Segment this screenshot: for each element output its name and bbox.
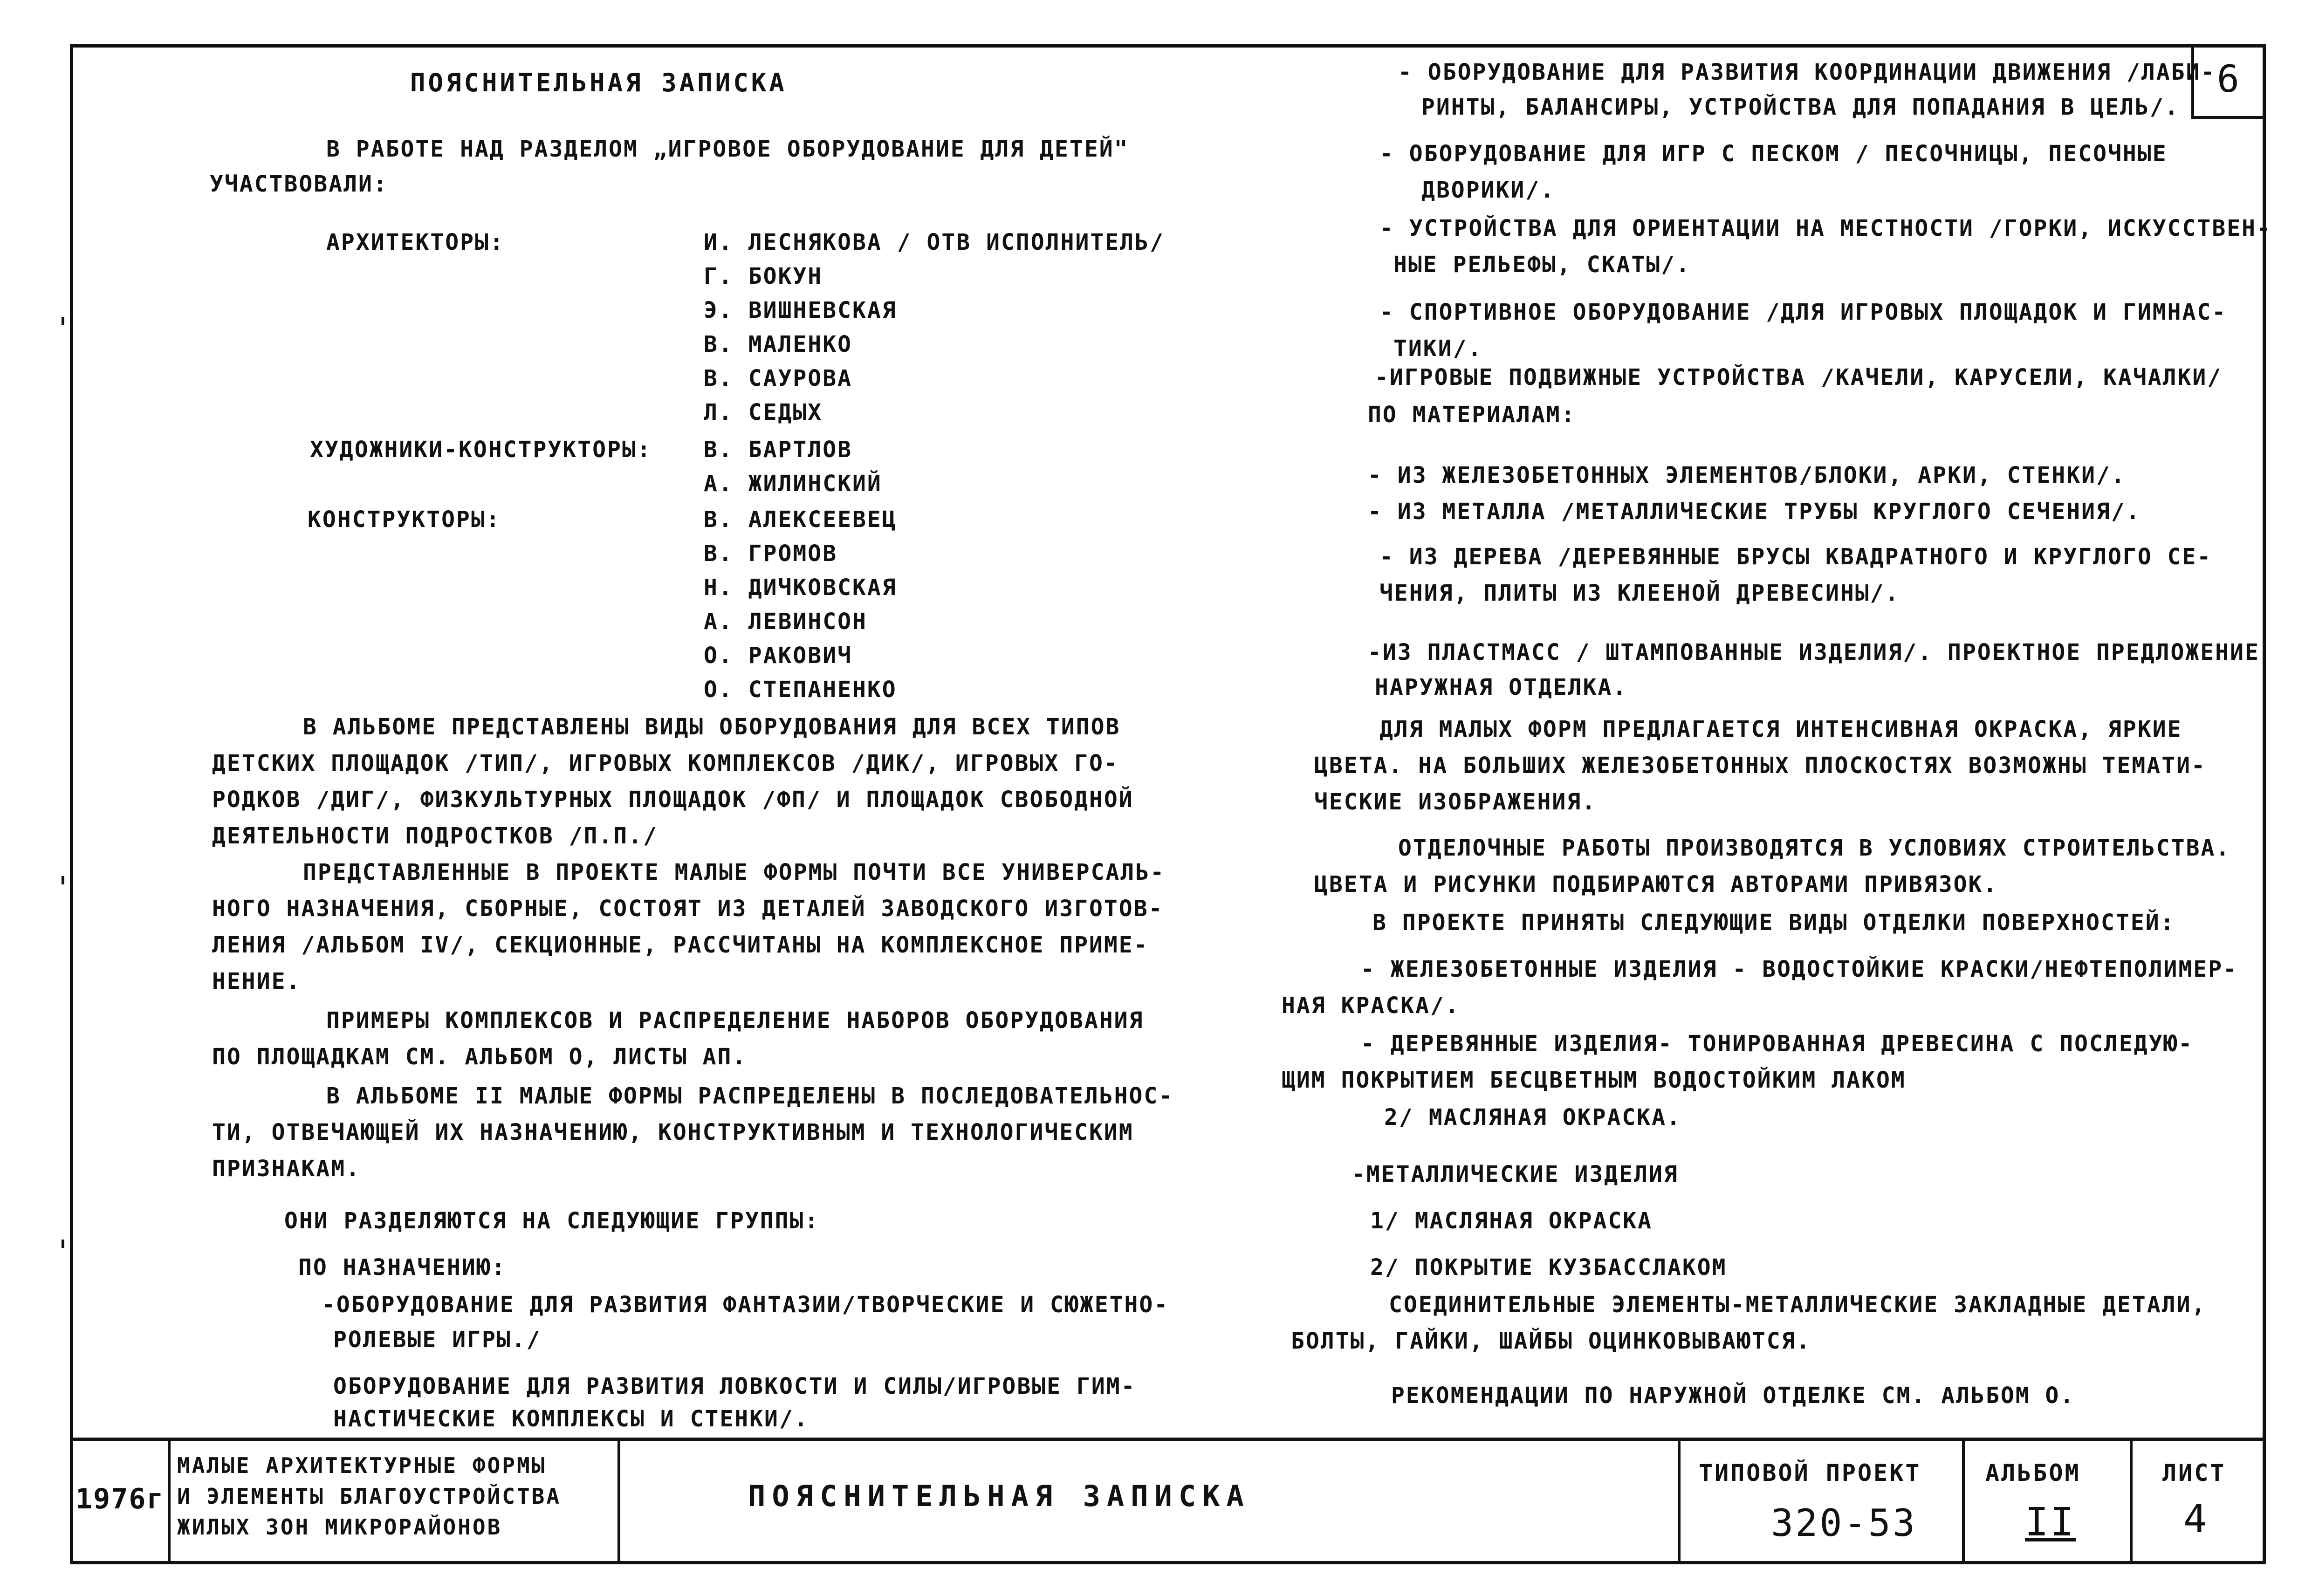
page-title: ПОЯСНИТЕЛЬНАЯ ЗАПИСКА [410, 68, 787, 97]
list-item-line: 2/ ПОКРЫТИЕ КУЗБАССЛАКОМ [1370, 1254, 1727, 1281]
paragraph-line: ПРЕДСТАВЛЕННЫЕ В ПРОЕКТЕ МАЛЫЕ ФОРМЫ ПОЧТИ ВСЕ УНИВЕРСАЛЬ- [303, 859, 1166, 885]
section-heading: -МЕТАЛЛИЧЕСКИЕ ИЗДЕЛИЯ [1352, 1161, 1679, 1187]
person-name: В. БАРТЛОВ [704, 437, 852, 463]
paragraph-line: ПРИЗНАКАМ. [212, 1156, 361, 1182]
role-label: КОНСТРУКТОРЫ: [308, 507, 501, 533]
section-label: ПО МАТЕРИАЛАМ: [1368, 402, 1576, 428]
list-item-line: - СПОРТИВНОЕ ОБОРУДОВАНИЕ /ДЛЯ ИГРОВЫХ ПЛОЩАДОК И ГИМНАС- [1379, 299, 2227, 325]
intro-line: УЧАСТВОВАЛИ: [210, 171, 388, 197]
list-item-line: ОБОРУДОВАНИЕ ДЛЯ РАЗВИТИЯ ЛОВКОСТИ И СИЛЫ/ИГРОВЫЕ ГИМ- [333, 1373, 1136, 1399]
person-name: Н. ДИЧКОВСКАЯ [704, 575, 897, 601]
binding-mark [62, 1240, 73, 1248]
person-name: В. МАЛЕНКО [704, 331, 852, 357]
binding-mark [62, 876, 73, 884]
list-item-line: - ИЗ ЖЕЛЕЗОБЕТОННЫХ ЭЛЕМЕНТОВ/БЛОКИ, АРКИ, СТЕНКИ/. [1368, 462, 2126, 488]
list-item-line: - ИЗ МЕТАЛЛА /МЕТАЛЛИЧЕСКИЕ ТРУБЫ КРУГЛОГО СЕЧЕНИЯ/. [1368, 499, 2141, 525]
paragraph-line: ЦВЕТА И РИСУНКИ ПОДБИРАЮТСЯ АВТОРАМИ ПРИВЯЗОК. [1314, 871, 1998, 897]
sheet-value: 4 [2183, 1496, 2209, 1541]
paragraph-line: В АЛЬБОМЕ II МАЛЫЕ ФОРМЫ РАСПРЕДЕЛЕНЫ В ПОСЛЕДОВАТЕЛЬНОС- [326, 1083, 1174, 1109]
paragraph-line: РЕКОМЕНДАЦИИ ПО НАРУЖНОЙ ОТДЕЛКЕ СМ. АЛЬБОМ О. [1391, 1383, 2075, 1409]
year-label: 1976г [75, 1483, 165, 1515]
role-label: АРХИТЕКТОРЫ: [326, 229, 505, 255]
paragraph-line: 2/ МАСЛЯНАЯ ОКРАСКА. [1384, 1104, 1681, 1130]
list-item-line: РОЛЕВЫЕ ИГРЫ./ [333, 1327, 542, 1353]
paragraph-line: - ЖЕЛЕЗОБЕТОННЫЕ ИЗДЕЛИЯ - ВОДОСТОЙКИЕ КРАСКИ/НЕФТЕПОЛИМЕР- [1361, 956, 2238, 982]
paragraph-line: ОНИ РАЗДЕЛЯЮТСЯ НА СЛЕДУЮЩИЕ ГРУППЫ: [284, 1208, 820, 1234]
project-type-label: ТИПОВОЙ ПРОЕКТ [1699, 1459, 1921, 1486]
paragraph-line: НАЯ КРАСКА/. [1282, 993, 1460, 1019]
project-name-line: ЖИЛЫХ ЗОН МИКРОРАЙОНОВ [177, 1514, 502, 1540]
role-label: ХУДОЖНИКИ-КОНСТРУКТОРЫ: [310, 437, 652, 463]
paragraph-line: ЛЕНИЯ /АЛЬБОМ IV/, СЕКЦИОННЫЕ, РАССЧИТАНЫ НА КОМПЛЕКСНОЕ ПРИМЕ- [212, 932, 1149, 958]
intro-line: В РАБОТЕ НАД РАЗДЕЛОМ „ИГРОВОЕ ОБОРУДОВАНИЕ ДЛЯ ДЕТЕЙ" [326, 136, 1129, 162]
list-item-line: -ОБОРУДОВАНИЕ ДЛЯ РАЗВИТИЯ ФАНТАЗИИ/ТВОРЧЕСКИЕ И СЮЖЕТНО- [322, 1292, 1169, 1318]
person-name: В. САУРОВА [704, 365, 852, 391]
person-name: О. СТЕПАНЕНКО [704, 677, 897, 703]
title-block [70, 1438, 2266, 1564]
sheet-number: 6 [2216, 57, 2243, 101]
person-name: Э. ВИШНЕВСКАЯ [704, 297, 897, 323]
paragraph-line: НОГО НАЗНАЧЕНИЯ, СБОРНЫЕ, СОСТОЯТ ИЗ ДЕТАЛЕЙ ЗАВОДСКОГО ИЗГОТОВ- [212, 896, 1164, 922]
paragraph-line: ЧЕСКИЕ ИЗОБРАЖЕНИЯ. [1314, 789, 1597, 815]
project-name-line: МАЛЫЕ АРХИТЕКТУРНЫЕ ФОРМЫ [177, 1453, 547, 1478]
list-item-line: НАСТИЧЕСКИЕ КОМПЛЕКСЫ И СТЕНКИ/. [333, 1406, 809, 1432]
project-type-value: 320-53 [1771, 1501, 1917, 1545]
list-item-line: - УСТРОЙСТВА ДЛЯ ОРИЕНТАЦИИ НА МЕСТНОСТИ /ГОРКИ, ИСКУССТВЕН- [1379, 215, 2271, 241]
paragraph-line: ТИ, ОТВЕЧАЮЩЕЙ ИХ НАЗНАЧЕНИЮ, КОНСТРУКТИВНЫМ И ТЕХНОЛОГИЧЕСКИМ [212, 1119, 1134, 1145]
person-name: В. АЛЕКСЕЕВЕЦ [704, 507, 897, 533]
list-item-line: РИНТЫ, БАЛАНСИРЫ, УСТРОЙСТВА ДЛЯ ПОПАДАНИЯ В ЦЕЛЬ/. [1421, 94, 2180, 120]
paragraph-line: СОЕДИНИТЕЛЬНЫЕ ЭЛЕМЕНТЫ-МЕТАЛЛИЧЕСКИЕ ЗАКЛАДНЫЕ ДЕТАЛИ, [1389, 1292, 2207, 1318]
list-item-line: ТИКИ/. [1393, 336, 1483, 362]
album-value: II [2025, 1499, 2076, 1545]
title-block-divider [1678, 1441, 1681, 1564]
section-label: ПО НАЗНАЧЕНИЮ: [298, 1254, 507, 1281]
binding-mark [62, 317, 73, 325]
paragraph-line: ОТДЕЛОЧНЫЕ РАБОТЫ ПРОИЗВОДЯТСЯ В УСЛОВИЯХ СТРОИТЕЛЬСТВА. [1398, 835, 2231, 861]
title-block-divider [168, 1441, 171, 1564]
paragraph-line: ЩИМ ПОКРЫТИЕМ БЕСЦВЕТНЫМ ВОДОСТОЙКИМ ЛАКОМ [1282, 1067, 1906, 1093]
album-label: АЛЬБОМ [1985, 1459, 2081, 1486]
person-name: А. ЛЕВИНСОН [704, 609, 867, 635]
list-item-line: НЫЕ РЕЛЬЕФЫ, СКАТЫ/. [1393, 252, 1691, 278]
paragraph-line: ДЕЯТЕЛЬНОСТИ ПОДРОСТКОВ /П.П./ [212, 823, 658, 849]
person-name: И. ЛЕСНЯКОВА / ОТВ ИСПОЛНИТЕЛЬ/ [704, 229, 1165, 255]
project-name-line: И ЭЛЕМЕНТЫ БЛАГОУСТРОЙСТВА [177, 1484, 562, 1509]
paragraph-line: ПО ПЛОЩАДКАМ СМ. АЛЬБОМ О, ЛИСТЫ АП. [212, 1044, 748, 1070]
list-item-line: 1/ МАСЛЯНАЯ ОКРАСКА [1370, 1208, 1653, 1234]
person-name: Л. СЕДЫХ [704, 399, 823, 425]
paragraph-line: В ПРОЕКТЕ ПРИНЯТЫ СЛЕДУЮЩИЕ ВИДЫ ОТДЕЛКИ ПОВЕРХНОСТЕЙ: [1372, 910, 2175, 936]
section-heading: НАРУЖНАЯ ОТДЕЛКА. [1375, 674, 1628, 700]
paragraph-line: ПРИМЕРЫ КОМПЛЕКСОВ И РАСПРЕДЕЛЕНИЕ НАБОРОВ ОБОРУДОВАНИЯ [326, 1007, 1144, 1034]
list-item-line: - ИЗ ДЕРЕВА /ДЕРЕВЯННЫЕ БРУСЫ КВАДРАТНОГО И КРУГЛОГО СЕ- [1379, 544, 2212, 570]
person-name: О. РАКОВИЧ [704, 643, 852, 669]
list-item-line: ЧЕНИЯ, ПЛИТЫ ИЗ КЛЕЕНОЙ ДРЕВЕСИНЫ/. [1379, 580, 1900, 606]
paragraph-line: - ДЕРЕВЯННЫЕ ИЗДЕЛИЯ- ТОНИРОВАННАЯ ДРЕВЕСИНА С ПОСЛЕДУЮ- [1361, 1031, 2194, 1057]
paragraph-line: ДЛЯ МАЛЫХ ФОРМ ПРЕДЛАГАЕТСЯ ИНТЕНСИВНАЯ ОКРАСКА, ЯРКИЕ [1379, 716, 2182, 742]
paragraph-line: ДЕТСКИХ ПЛОЩАДОК /ТИП/, ИГРОВЫХ КОМПЛЕКСОВ /ДИК/, ИГРОВЫХ ГО- [212, 750, 1119, 776]
person-name: А. ЖИЛИНСКИЙ [704, 471, 882, 497]
list-item-line: -ИГРОВЫЕ ПОДВИЖНЫЕ УСТРОЙСТВА /КАЧЕЛИ, КАРУСЕЛИ, КАЧАЛКИ/ [1375, 364, 2223, 390]
title-block-divider [617, 1441, 620, 1564]
paragraph-line: БОЛТЫ, ГАЙКИ, ШАЙБЫ ОЦИНКОВЫВАЮТСЯ. [1291, 1328, 1811, 1354]
paragraph-line: РОДКОВ /ДИГ/, ФИЗКУЛЬТУРНЫХ ПЛОЩАДОК /ФП/ И ПЛОЩАДОК СВОБОДНОЙ [212, 787, 1134, 813]
list-item-line: - ОБОРУДОВАНИЕ ДЛЯ РАЗВИТИЯ КООРДИНАЦИИ ДВИЖЕНИЯ /ЛАБИ- [1398, 59, 2216, 85]
person-name: Г. БОКУН [704, 263, 823, 289]
paragraph-line: НЕНИЕ. [212, 968, 302, 994]
person-name: В. ГРОМОВ [704, 541, 838, 567]
list-item-line: - ОБОРУДОВАНИЕ ДЛЯ ИГР С ПЕСКОМ / ПЕСОЧНИЦЫ, ПЕСОЧНЫЕ [1379, 141, 2168, 167]
list-item-line: ДВОРИКИ/. [1421, 177, 1556, 203]
paragraph-line: В АЛЬБОМЕ ПРЕДСТАВЛЕНЫ ВИДЫ ОБОРУДОВАНИЯ ДЛЯ ВСЕХ ТИПОВ [303, 714, 1121, 740]
list-item-line: -ИЗ ПЛАСТМАСС / ШТАМПОВАННЫЕ ИЗДЕЛИЯ/. ПРОЕКТНОЕ ПРЕДЛОЖЕНИЕ [1368, 639, 2260, 665]
title-block-divider [1962, 1441, 1965, 1564]
paragraph-line: ЦВЕТА. НА БОЛЬШИХ ЖЕЛЕЗОБЕТОННЫХ ПЛОСКОСТЯХ ВОЗМОЖНЫ ТЕМАТИ- [1314, 753, 2206, 779]
document-title: ПОЯСНИТЕЛЬНАЯ ЗАПИСКА [748, 1479, 1250, 1513]
title-block-divider [2130, 1441, 2133, 1564]
sheet-label: ЛИСТ [2162, 1459, 2226, 1486]
